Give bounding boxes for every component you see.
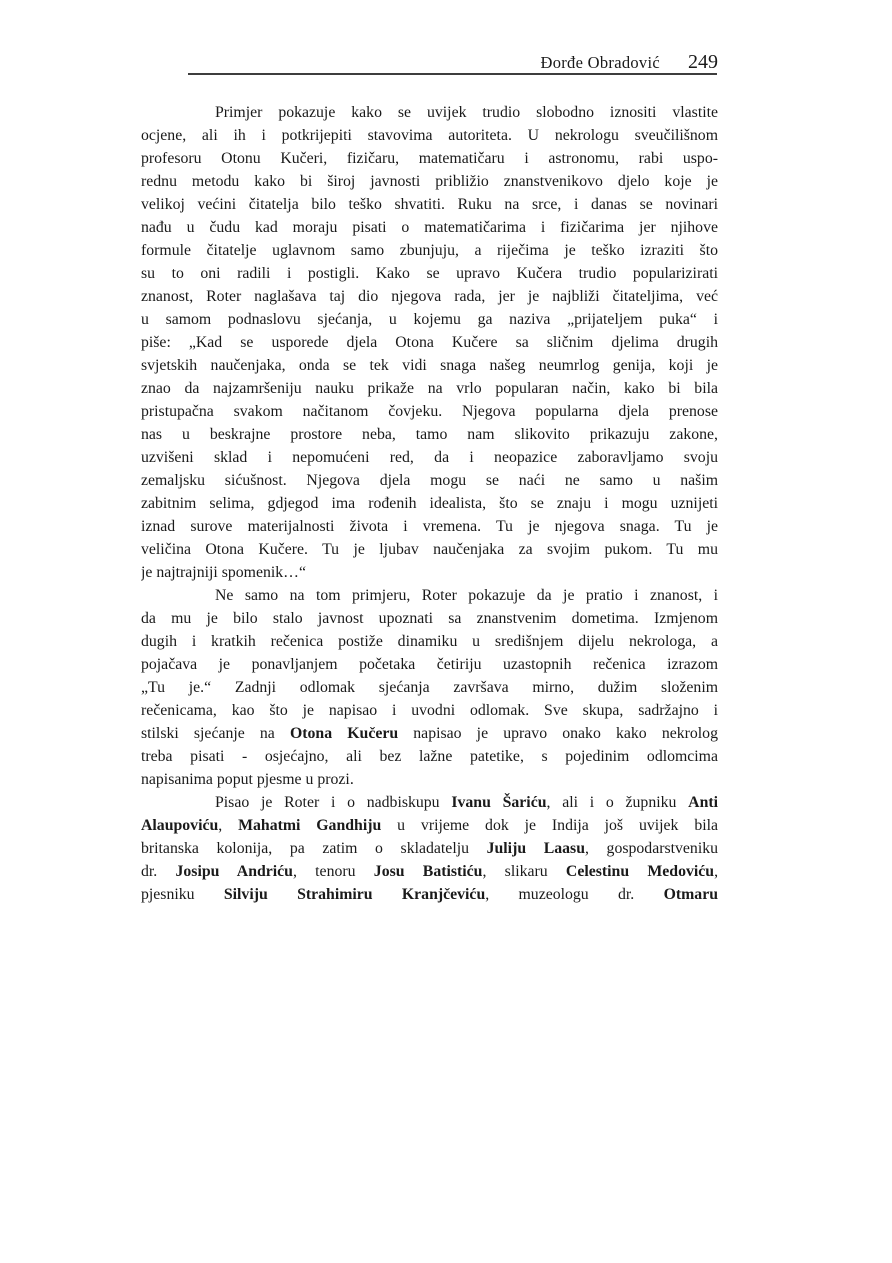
text-line: znao da najzamršeniju nauku prikaže na vrlo popularan način, kako bi bila [141,380,718,397]
text-line: rečenicama, kao što je napisao i uvodni odlomak. Sve skupa, sadržajno i [141,702,718,719]
text-line: zemaljsku sićušnost. Njegova djela mogu se naći ne samo u našim [141,472,718,489]
text-line: iznad surove materijalnosti života i vremena. Tu je njegova snaga. Tu je [141,518,718,535]
text-line: veličina Otona Kučere. Tu je ljubav naučenjaka za svojim pukom. Tu mu [141,541,718,558]
text-line: znanost, Roter naglašava taj dio njegova rada, jer je najbliži čitateljima, već [141,288,718,305]
text-line: dr. Josipu Andriću, tenoru Josu Batistiću, slikaru Celestinu Medoviću, [141,863,718,880]
text-line: britanska kolonija, pa zatim o skladatelju Juliju Laasu, gospodarstveniku [141,840,718,857]
text-line: Primjer pokazuje kako se uvijek trudio slobodno iznositi vlastite [215,104,718,121]
text-line: pristupačna svakom načitanom čovjeku. Njegova popularna djela prenose [141,403,718,420]
text-line: „Tu je.“ Zadnji odlomak sjećanja završava mirno, dužim složenim [141,679,718,696]
text-line: ocjene, ali ih i potkrijepiti stavovima autoriteta. U nekrologu sveučilišnom [141,127,718,144]
text-line: Alaupoviću, Mahatmi Gandhiju u vrijeme dok je Indija još uvijek bila [141,817,718,834]
text-line: Pisao je Roter i o nadbiskupu Ivanu Šariću, ali i o župniku Anti [215,794,718,811]
text-line: stilski sjećanje na Otona Kučeru napisao je upravo onako kako nekrolog [141,725,718,742]
page-header [141,51,718,74]
header-author: Đorđe Obradović [540,53,660,72]
text-line: svjetskih naučenjaka, onda se tek vidi snaga našeg neumrlog genija, koji je [141,357,718,374]
text-line: zabitnim selima, gdjegod ima rođenih idealista, što se znaju i mogu uznijeti [141,495,718,512]
page-body [141,101,718,906]
text-line: napisanima poput pjesme u prozi. [141,771,354,788]
text-line: su to oni radili i postigli. Kako se upravo Kučera trudio popularizirati [141,265,718,282]
paragraph [141,791,718,906]
text-line: profesoru Otonu Kučeri, fizičaru, matematičaru i astronomu, rabi uspo- [141,150,718,167]
text-line: da mu je bilo stalo javnost upoznati sa znanstvenim dometima. Izmjenom [141,610,718,627]
text-line: velikoj većini čitatelja bilo teško shvatiti. Ruku na srce, i danas se novinari [141,196,718,213]
text-line: u samom podnaslovu sjećanja, u kojemu ga naziva „prijateljem puka“ i [141,311,718,328]
text-line: piše: „Kad se usporede djela Otona Kučere sa sličnim djelima drugih [141,334,718,351]
text-line: nas u beskrajne prostore neba, tamo nam slikovito prikazuju zakone, [141,426,718,443]
text-line: je najtrajniji spomenik…“ [141,564,306,581]
text-line: rednu metodu kako bi široj javnosti približio znanstvenikovo djelo koje je [141,173,718,190]
page-number: 249 [688,51,718,73]
text-line: treba pisati - osjećajno, ali bez lažne patetike, s pojedinim odlomcima [141,748,718,765]
text-line: nađu u čudu kad moraju pisati o matematičarima i fizičarima jer njihove [141,219,718,236]
text-line: Ne samo na tom primjeru, Roter pokazuje da je pratio i znanost, i [215,587,718,604]
text-line: formule čitatelje uglavnom samo zbunjuju, a riječima je teško izraziti što [141,242,718,259]
paragraph [141,584,718,791]
header-rule [188,73,717,75]
paragraph [141,101,718,584]
text-line: uzvišeni sklad i nepomućeni red, da i neopazice zaboravljamo svoju [141,449,718,466]
text-line: pojačava je ponavljanjem početaka četiriju uzastopnih rečenica izrazom [141,656,718,673]
text-line: pjesniku Silviju Strahimiru Kranjčeviću, muzeologu dr. Otmaru [141,886,718,903]
text-line: dugih i kratkih rečenica postiže dinamiku u središnjem dijelu nekrologa, a [141,633,718,650]
